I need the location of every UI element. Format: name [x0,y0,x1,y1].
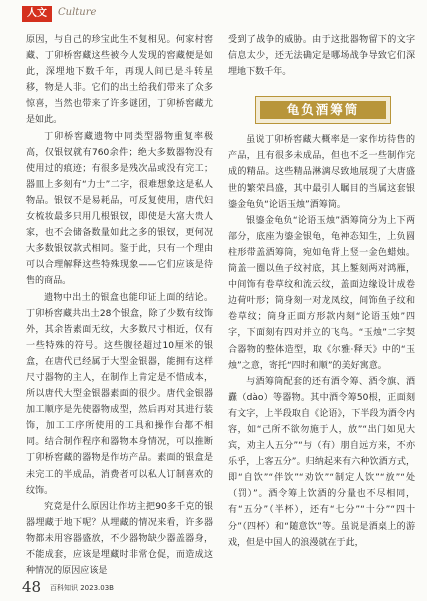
body-paragraph: 虽说丁卯桥窖藏大概率是一家作坊待售的产品，且有很多未成品，但也不乏一些制作完成的精品。这些精品淋漓尽致地展现了大唐盛世的繁荣昌盛，其中最引人瞩目的当属这套银鎏金龟负“论语玉烛”酒筹筒。 [228,135,415,210]
section-heading-frame [255,96,391,124]
body-paragraph: 与酒筹筒配套的还有酒令筹、酒令旗、酒纛（dào）等器物。其中酒令筹50根，正面刻有文字，上半段取自《论语》，下半段为酒令内容，如“己所不欲勿施于人，放”“出门如见大宾，劝主人五分”“与（有）朋自远方来，不亦乐乎，上客五分”。归纳起来有六种饮酒方式，即“自饮”“伴饮”“劝饮”“制定人饮”“放”“处（罚）”。酒令筹上饮酒的分量也不尽相同，有“五分”（半杯），还有“七分”“十分”“四十分”（四杯）和“随意饮”等。虽说是酒桌上的游戏，但是中国人的浪漫就在于此， [228,376,415,548]
left-column [26,32,213,579]
body-paragraph: 银鎏金龟负“论语玉烛”酒筹筒分为上下两部分，底座为鎏金银龟，龟神态知生，上负圆柱形带盖酒筹筒，宛如龟背上竖一金色蜡烛。筒盖一圈以鱼子纹衬底，其上錾刻两对鸿雁，中间饰有卷草纹和流云纹，盖面边缘设计成卷边荷叶形；筒身刻一对龙凤纹，间饰鱼子纹和卷草纹；筒身正面方形款内刻“论语玉烛”四字，下面刻有四对并立的飞鸟。“玉烛”二字契合器物的整体造型，取《尔雅·释天》中的“玉烛”之意，寄托“四时和顺”的美好寓意。 [228,215,415,371]
page-number: 48 [22,578,42,596]
body-paragraph: 受到了战争的威胁。由于这批器物留下的文字信息太少，还无法确定是哪场战争导致它们深埋地下数千年。 [228,35,415,78]
body-paragraph: 原因，与自己的珍宝此生不复相见。何家村窖藏、丁卯桥窖藏这些被今人发现的窖藏便是如此，深埋地下数千年，再现人间已是斗转星移，物是人非。它们的出土给我们带来了众多惊喜，当然也带来了许多谜团，丁卯桥窖藏尤是如此。 [26,35,213,126]
rubric-english: Culture [58,7,97,18]
rubric-label: 人文 [22,6,52,22]
section-heading [228,90,415,128]
page-header [0,0,427,26]
right-column [228,32,415,551]
section-heading-text: 龟负酒筹筒 [286,102,360,118]
magazine-issue: 百科知识 2023.03B [50,584,114,592]
body-paragraph: 遗物中出土的银盒也能印证上面的结论。丁卯桥窖藏共出土28个银盒，除了少数有纹饰外，其余皆素面无纹，大多数尺寸相近，仅有一些特殊的符号。这些腹径超过10厘米的银盒，在唐代已经属于大型金银器，能拥有这样尺寸器物的主人，在制作上肯定是不惜成本，所以唐代大型金银器素面的很少。唐代金银器加工顺序是先使器物成型，然后再对其进行装饰，加工工序所使用的工具和操作台都不相同。结合制作程序和器物本身情况，可以推断丁卯桥窖藏的器物是作坊产品。素面的银盒是未完工的半成品，消费者可以私人订制喜欢的纹饰。 [26,292,213,496]
body-paragraph: 究竟是什么原因让作坊主把90多千克的银器埋藏于地下呢？从埋藏的情况来看，许多器物都未用容器盛放，不少器物缺少器盖器身，不能成套，应该是埋藏时非常仓促，而造成这种情况的原因应该是 [26,501,213,577]
body-paragraph: 丁卯桥窖藏遗物中同类型器物重复率极高，仅银钗就有760余件；绝大多数器物没有使用过的痕迹；有很多是残次品或没有完工；器皿上多刻有“力士”二字，很难想象这是私人物品。银钗不是易耗品，可反复使用，唐代妇女梳妆最多只用几根银钗，即使是大富大贵人家，也不会储备数量如此之多的银钗，更何况大多数银钗款式相同。鉴于此，只有一个理由可以合理解释这些特殊现象——它们应该是待售的商品。 [26,131,213,287]
